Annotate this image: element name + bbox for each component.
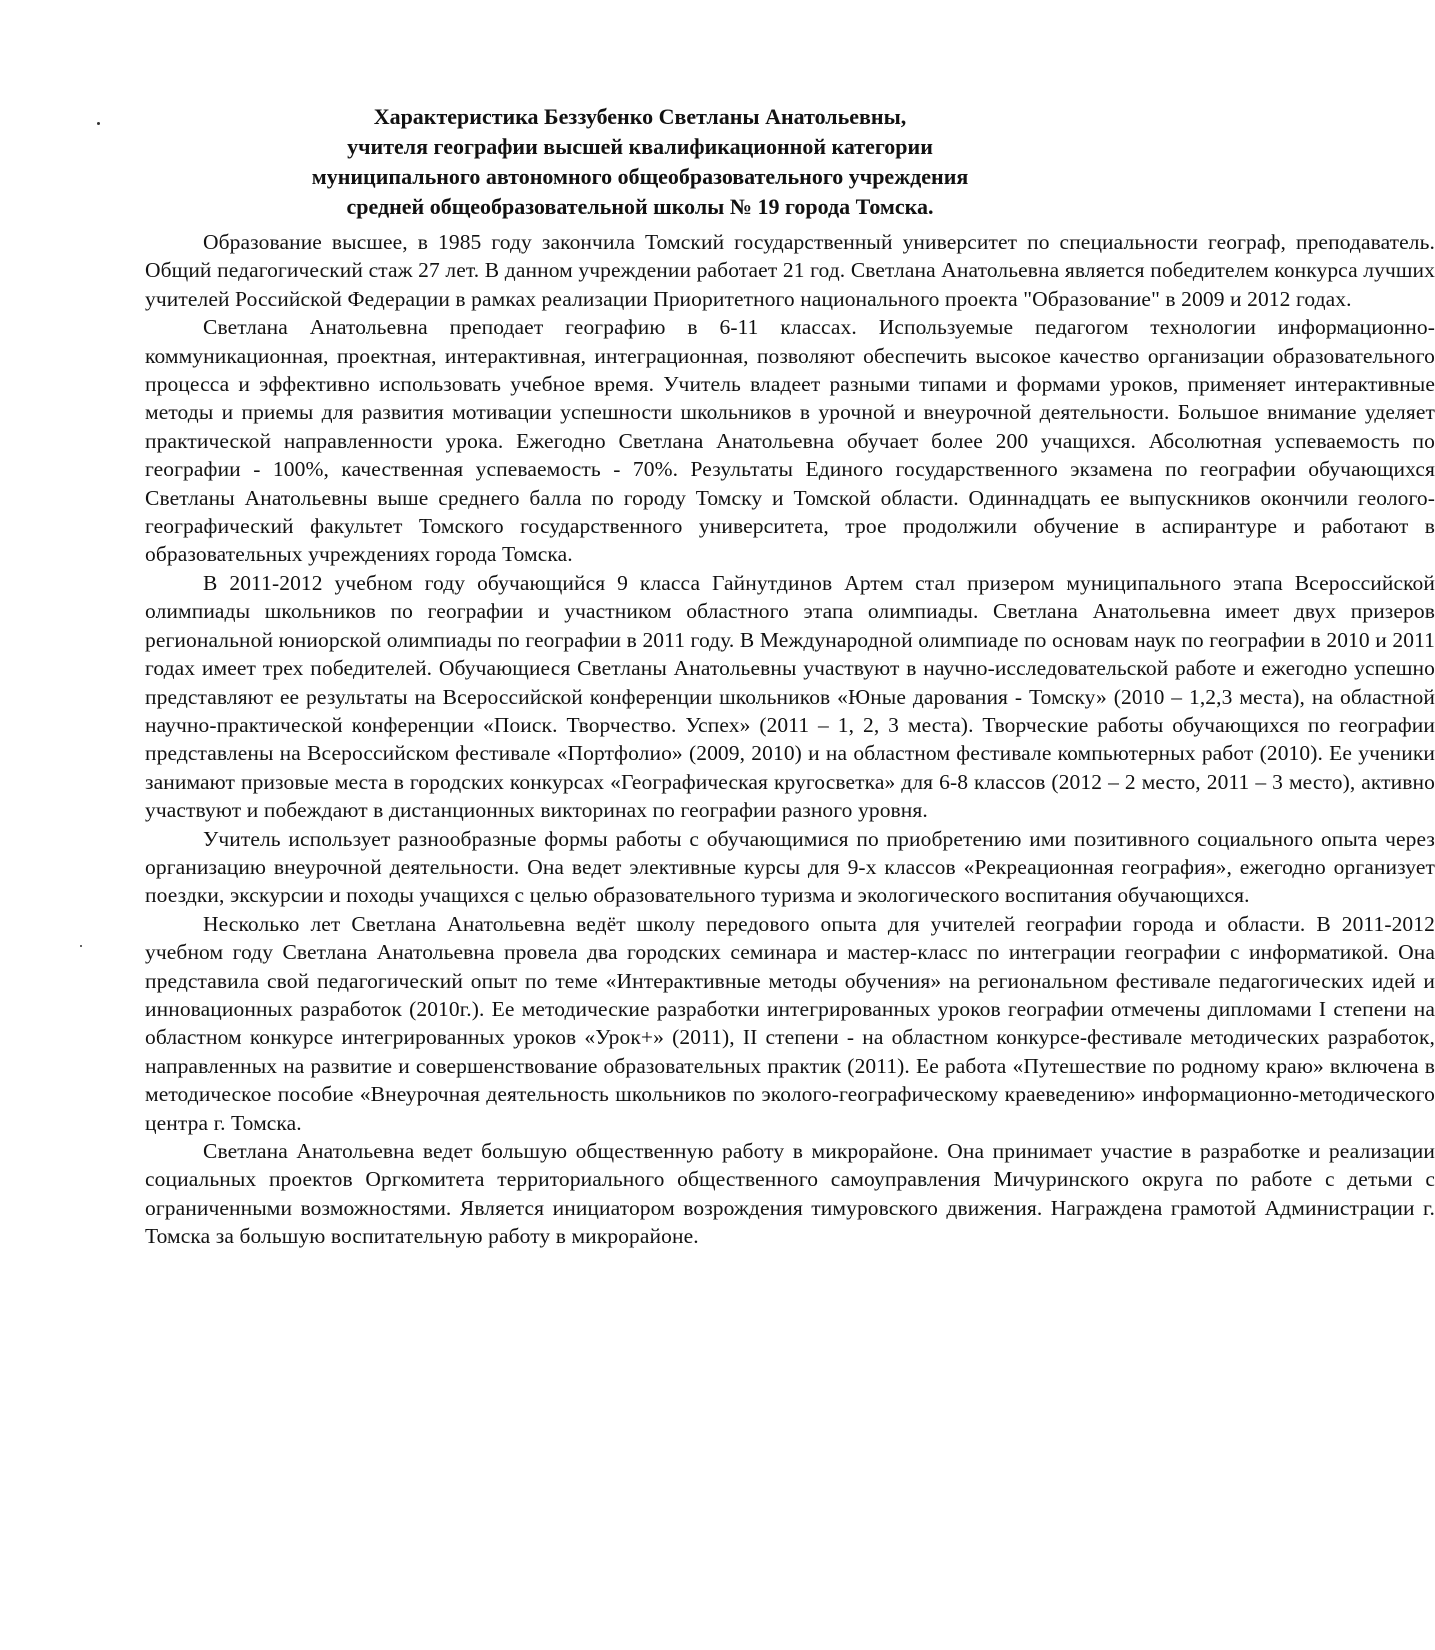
paragraph-public-work: Светлана Анатольевна ведет большую общественную работу в микрорайоне. Она принимает участие в разработке и реализации социальных проектов Оргкомитета территориального общественного самоуправления Мичуринского округа по работе с детьми с ограниченными возможностями. Является инициатором возрождения тимуровского движения. Награждена грамотой Администрации г. Томска за большую воспитательную работу в микрорайоне. [145,1139,1435,1249]
paragraph-education: Образование высшее, в 1985 году закончила Томский государственный университет по специальности географ, преподаватель. Общий педагогический стаж 27 лет. В данном учреждении работает 21 год. Светлана Анатольевна является победителем конкурса лучших учителей Российской Федерации в рамках реализации Приоритетного национального проекта "Образование" в 2009 и 2012 годах. [145,230,1435,311]
title-line: муниципального автономного общеобразовательного учреждения [311,164,969,189]
paragraph-extracurricular: Учитель использует разнообразные формы работы с обучающимися по приобретению ими позитивного социального опыта через организацию внеурочной деятельности. Она ведет элективные курсы для 9-х классов «Рекреационная география», ежегодно организует поездки, экскурсии и походы учащихся с целью образовательного туризма и экологического воспитания обучающихся. [145,826,1435,908]
paragraph-methodology: Несколько лет Светлана Анатольевна ведёт школу передового опыта для учителей географии города и области. В 2011-2012 учебном году Светлана Анатольевна провела два городских семинара и мастер-класс по интеграции географии с информатикой. Она представила свой педагогический опыт по теме «Интерактивные методы обучения» на региональном фестивале педагогических идей и инновационных разработок (2010г.). Ее методические разработки интегрированных уроков географии отмечены дипломами I степени на областном конкурсе интегрированных уроков «Урок+» (2011), II степени - на областном конкурсе-фестивале методических разработок, направленных на развитие и совершенствование образовательных практик (2011). Ее работа «Путешествие по родному краю» включена в методическое пособие «Внеурочная деятельность школьников по эколого-географическому краеведению» информационно-методического центра г. Томска. [145,911,1435,1135]
document-body [145,228,1435,1251]
title-line: учителя географии высшей квалификационной категории [347,134,933,159]
scan-speck [97,122,100,125]
paragraph-olympiads: В 2011-2012 учебном году обучающийся 9 класса Гайнутдинов Артем стал призером муниципального этапа Всероссийской олимпиады школьников по географии и участником областного этапа олимпиады. Светлана Анатольевна имеет двух призеров региональной юниорской олимпиады по географии в 2011 году. В Международной олимпиаде по основам наук по географии в 2010 и 2011 годах имеет трех победителей. Обучающиеся Светланы Анатольевны участвуют в научно-исследовательской работе и ежегодно успешно представляют ее результаты на Всероссийской конференции школьников «Юные дарования - Томску» (2010 – 1,2,3 места), на областной научно-практической конференции «Поиск. Творчество. Успех» (2011 – 1, 2, 3 места). Творческие работы обучающихся по географии представлены на Всероссийском фестивале «Портфолио» (2009, 2010) и на областном фестивале компьютерных работ (2010). Ее ученики занимают призовые места в городских конкурсах «Географическая кругосветка» для 6-8 классов (2012 – 2 место, 2011 – 3 место), активно участвуют и побеждают в дистанционных викторинах по географии разного уровня. [145,570,1435,823]
scan-speck [80,945,82,947]
title-line: средней общеобразовательной школы № 19 города Томска. [346,194,934,219]
paragraph-teaching: Светлана Анатольевна преподает географию в 6-11 классах. Используемые педагогом технологии информационно-коммуникационная, проектная, интерактивная, интеграционная, позволяют обеспечить высокое качество организации образовательного процесса и эффективно использовать учебное время. Учитель владеет разными типами и формами уроков, применяет интерактивные методы и приемы для развития мотивации успешности школьников в урочной и внеурочной деятельности. Большое внимание уделяет практической направленности урока. Ежегодно Светлана Анатольевна обучает более 200 учащихся. Абсолютная успеваемость по географии - 100%, качественная успеваемость - 70%. Результаты Единого государственного экзамена по географии обучающихся Светланы Анатольевны выше среднего балла по городу Томску и Томской области. Одиннадцать ее выпускников окончили геолого-географический факультет Томского государственного университета, трое продолжили обучение в аспирантуре и работают в образовательных учреждениях города Томска. [145,315,1435,567]
title-line: Характеристика Беззубенко Светланы Анатольевны, [373,104,907,129]
document-title [250,102,1030,222]
